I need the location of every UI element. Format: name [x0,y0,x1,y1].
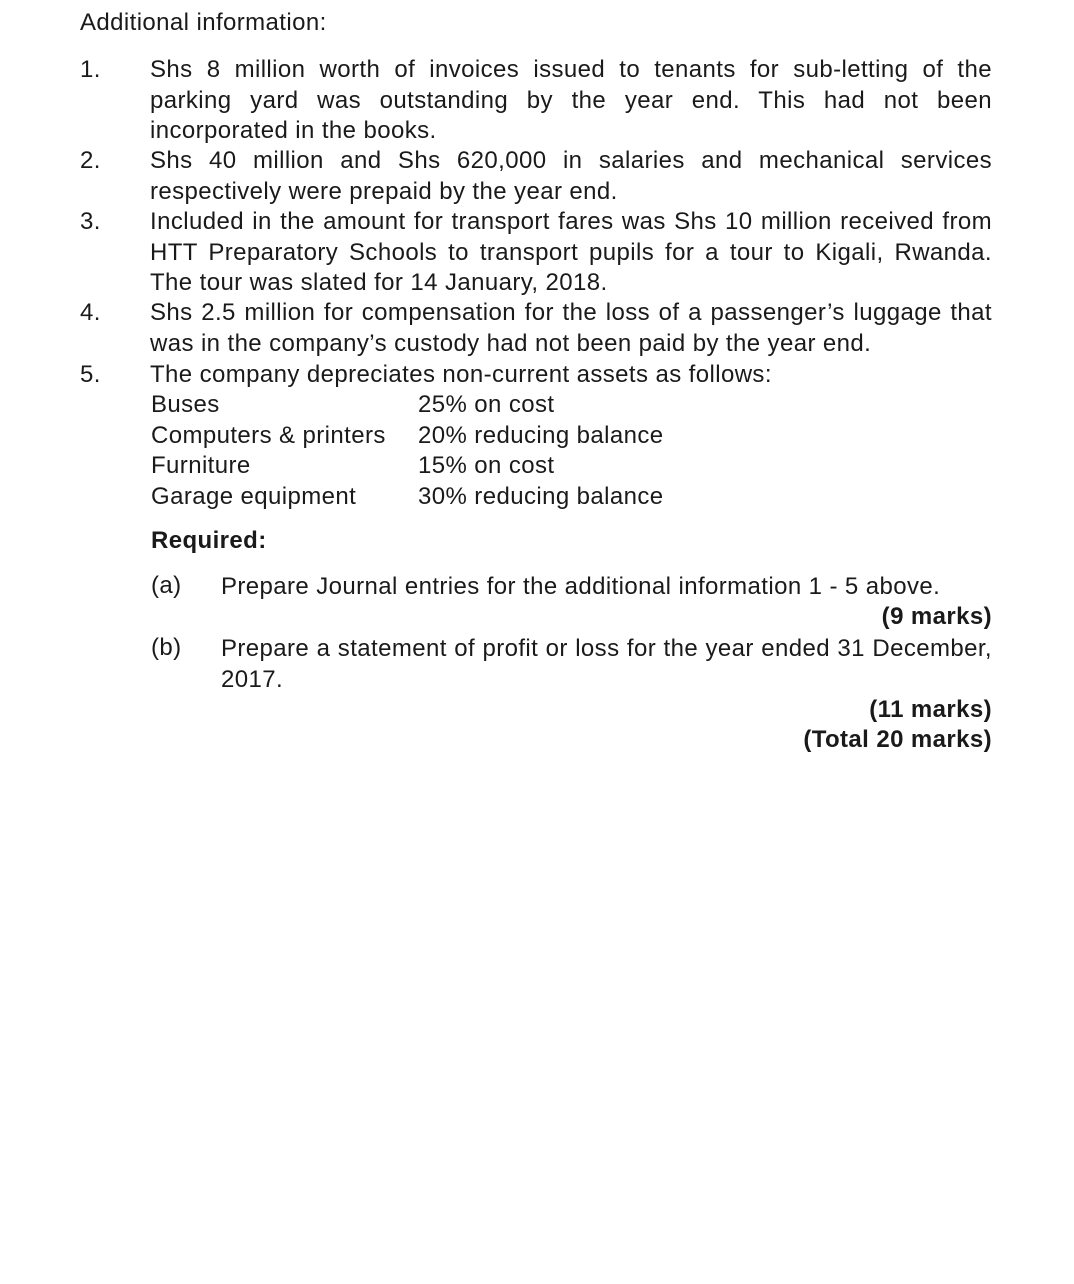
section-heading: Additional information: [80,9,327,36]
asset-name: Furniture [151,452,251,479]
part-label: (b) [151,634,182,661]
item-text: The company depreciates non-current assets as follows: [150,361,772,388]
item-text: Included in the amount for transport fares was Shs 10 million received from HTT Preparatory Schools to transport pupils for a tour to Kigali, Rwanda. The tour was slated for 14 January, 2018. [150,208,992,296]
part-text: Prepare a statement of profit or loss for the year ended 31 December, 2017. [221,635,992,693]
item-number: 3. [80,208,101,235]
item-number: 1. [80,56,101,83]
item-number: 2. [80,147,101,174]
item-number: 5. [80,361,101,388]
total-marks: (Total 20 marks) [803,726,992,753]
item-number: 4. [80,299,101,326]
depreciation-rate: 15% on cost [418,452,555,479]
asset-name: Garage equipment [151,482,357,510]
item-text: Shs 40 million and Shs 620,000 in salaries and mechanical services respectively were prepaid by the year end. [150,147,992,205]
asset-name: Buses [151,391,220,418]
depreciation-rate: 25% on cost [418,391,555,418]
part-text: Prepare Journal entries for the additional information 1 - 5 above. [221,573,941,600]
item-text: Shs 2.5 million for compensation for the loss of a passenger’s luggage that was in the company’s custody had not been paid by the year end. [150,299,992,357]
depreciation-rate: 30% reducing balance [418,482,664,510]
asset-name: Computers & printers [151,421,386,449]
required-heading: Required: [151,527,267,554]
part-a-marks: (9 marks) [881,603,992,630]
part-b-marks: (11 marks) [869,696,992,723]
depreciation-rate: 20% reducing balance [418,421,664,449]
part-label: (a) [151,572,182,599]
item-text: Shs 8 million worth of invoices issued to tenants for sub-letting of the parking yard was outstanding by the year end. This had not been incorporated in the books. [150,56,992,144]
